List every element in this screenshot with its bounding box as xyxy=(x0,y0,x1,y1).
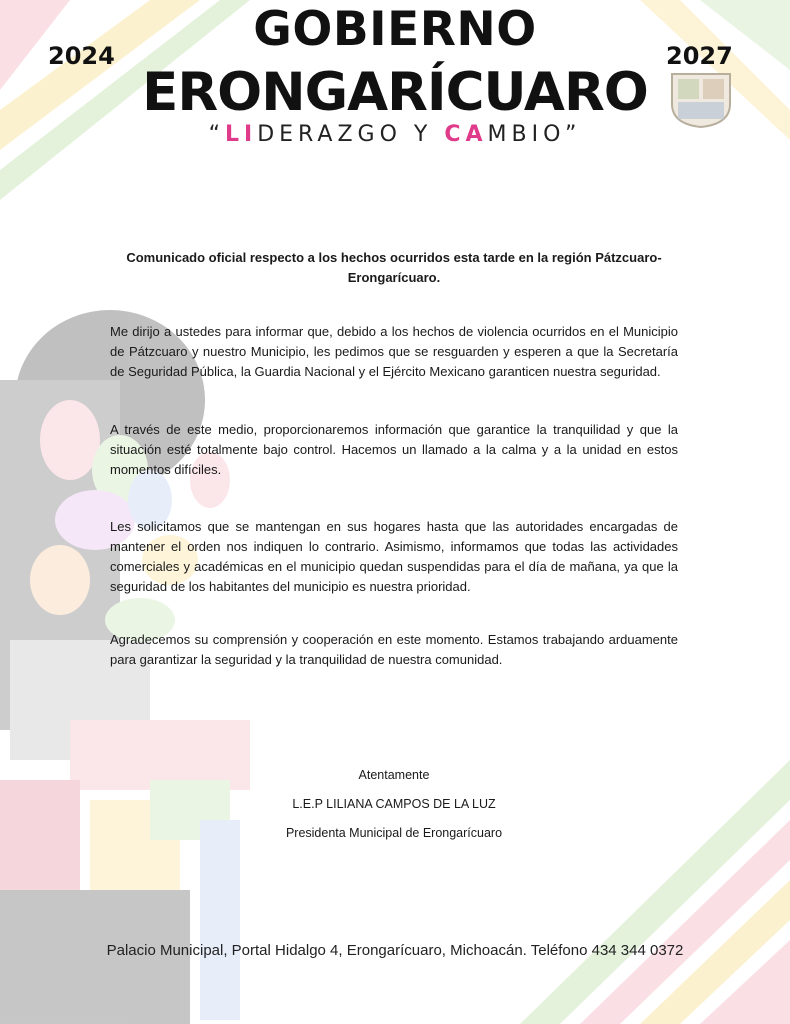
letter-paragraph-2: A través de este medio, proporcionaremos información que garantice la tranquilidad y que la situación esté totalmente bajo control. Hacemos un llamado a la calma y a la unidad en estos momentos difíciles. xyxy=(110,422,678,477)
letterhead-title-line1: GOBIERNO xyxy=(253,2,537,57)
letter-paragraph-3: Les solicitamos que se mantengan en sus hogares hasta que las autoridades encargadas de mantener el orden nos indiquen lo contrario. Asimismo, informamos que todas las actividades comerciales y académicas en el municipio quedan suspendidas para el día de mañana, ya que la seguridad de los habitantes del municipio es nuestra prioridad. xyxy=(110,519,678,594)
slogan-highlight-ca: CA xyxy=(444,122,488,147)
letter-paragraph-1: Me dirijo a ustedes para informar que, debido a los hechos de violencia ocurridos en el Municipio de Pátzcuaro y nuestro Municipio, les pedimos que se resguarden y esperen a que la Secretaría de Seguridad Pública, la Guardia Nacional y el Ejército Mexicano garanticen nuestra seguridad. xyxy=(110,324,678,379)
term-end-year: 2027 xyxy=(666,42,733,70)
letter-heading: Comunicado oficial respecto a los hechos ocurridos esta tarde en la región Pátzcuaro-Erongarícuaro. xyxy=(126,250,662,285)
slogan-part1: DERAZGO Y xyxy=(257,122,445,147)
signer-name: L.E.P LILIANA CAMPOS DE LA LUZ xyxy=(292,797,496,811)
term-start-year: 2024 xyxy=(48,42,115,70)
slogan-highlight-li: LI xyxy=(224,122,258,147)
municipal-crest-icon xyxy=(668,70,734,128)
letterhead-title-line2: ERONGARÍCUARO xyxy=(142,62,648,123)
letter-paragraph-4: Agradecemos su comprensión y cooperación en este momento. Estamos trabajando arduamente para garantizar la seguridad y la tranquilidad de nuestra comunidad. xyxy=(110,632,678,667)
footer-address: Palacio Municipal, Portal Hidalgo 4, Erongarícuaro, Michoacán. Teléfono 434 344 0372 xyxy=(106,942,684,959)
slogan-part2: MBIO xyxy=(487,122,566,147)
slogan-open-quote: “ xyxy=(208,122,225,147)
signer-title: Presidenta Municipal de Erongarícuaro xyxy=(285,826,503,840)
slogan-close-quote: ” xyxy=(565,122,582,147)
closing-salutation: Atentamente xyxy=(358,768,430,782)
